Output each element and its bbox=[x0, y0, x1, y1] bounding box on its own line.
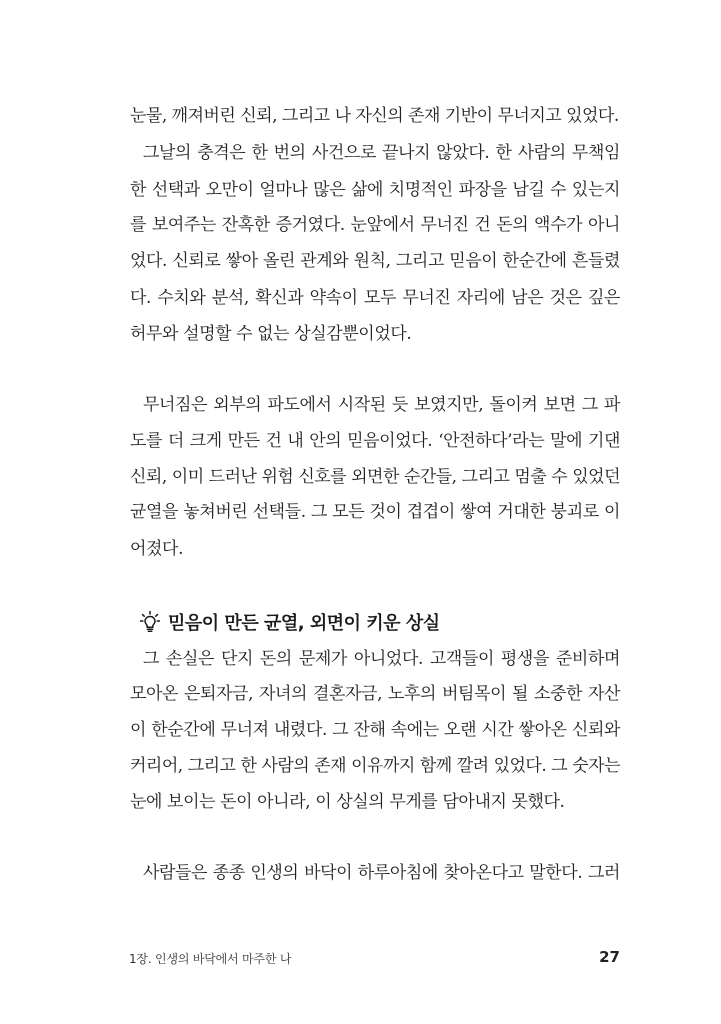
section-heading bbox=[140, 609, 440, 635]
paragraph-line: 사람들은 종종 인생의 바닥이 하루아침에 찾아온다고 말한다. 그러 bbox=[143, 863, 620, 883]
paragraph-line: 커리어, 그리고 한 사람의 존재 이유까지 함께 깔려 있었다. 그 숫자는 bbox=[130, 756, 620, 776]
paragraph-line: 어졌다. bbox=[130, 539, 184, 559]
paragraph-line: 를 보여주는 잔혹한 증거였다. 눈앞에서 무너진 건 돈의 액수가 아니 bbox=[130, 215, 620, 235]
paragraph-line: 모아온 은퇴자금, 자녀의 결혼자금, 노후의 버팀목이 될 소중한 자산 bbox=[130, 684, 620, 704]
paragraph-line: 눈물, 깨져버린 신뢰, 그리고 나 자신의 존재 기반이 무너지고 있었다. bbox=[130, 106, 619, 126]
page-number: 27 bbox=[599, 948, 620, 966]
paragraph-line: 그 손실은 단지 돈의 문제가 아니었다. 고객들이 평생을 준비하며 bbox=[143, 649, 620, 669]
paragraph-line: 그날의 충격은 한 번의 사건으로 끝나지 않았다. 한 사람의 무책임 bbox=[143, 143, 620, 163]
lightbulb-icon bbox=[140, 611, 160, 633]
paragraph-line: 무너짐은 외부의 파도에서 시작된 듯 보였지만, 돌이켜 보면 그 파 bbox=[143, 395, 620, 415]
section-heading-text: 믿음이 만든 균열, 외면이 키운 상실 bbox=[168, 613, 440, 634]
paragraph-line: 도를 더 크게 만든 건 내 안의 믿음이었다. ‘안전하다’라는 말에 기댄 bbox=[130, 431, 620, 451]
paragraph-line: 다. 수치와 분석, 확신과 약속이 모두 무너진 자리에 남은 것은 깊은 bbox=[130, 288, 620, 308]
paragraph-line: 허무와 설명할 수 없는 상실감뿐이었다. bbox=[130, 324, 412, 344]
paragraph-line: 었다. 신뢰로 쌓아 올린 관계와 원칙, 그리고 믿음이 한순간에 흔들렸 bbox=[130, 251, 620, 271]
paragraph-line: 이 한순간에 무너져 내렸다. 그 잔해 속에는 오랜 시간 쌓아온 신뢰와 bbox=[130, 720, 620, 740]
paragraph-line: 균열을 놓쳐버린 선택들. 그 모든 것이 겹겹이 쌓여 거대한 붕괴로 이 bbox=[130, 502, 620, 522]
paragraph-line: 한 선택과 오만이 얼마나 많은 삶에 치명적인 파장을 남길 수 있는지 bbox=[130, 180, 620, 200]
paragraph-line: 신뢰, 이미 드러난 위험 신호를 외면한 순간들, 그리고 멈출 수 있었던 bbox=[130, 467, 620, 487]
chapter-footer: 1장. 인생의 바닥에서 마주한 나 bbox=[129, 952, 292, 966]
paragraph-line: 눈에 보이는 돈이 아니라, 이 상실의 무게를 담아내지 못했다. bbox=[130, 792, 565, 812]
